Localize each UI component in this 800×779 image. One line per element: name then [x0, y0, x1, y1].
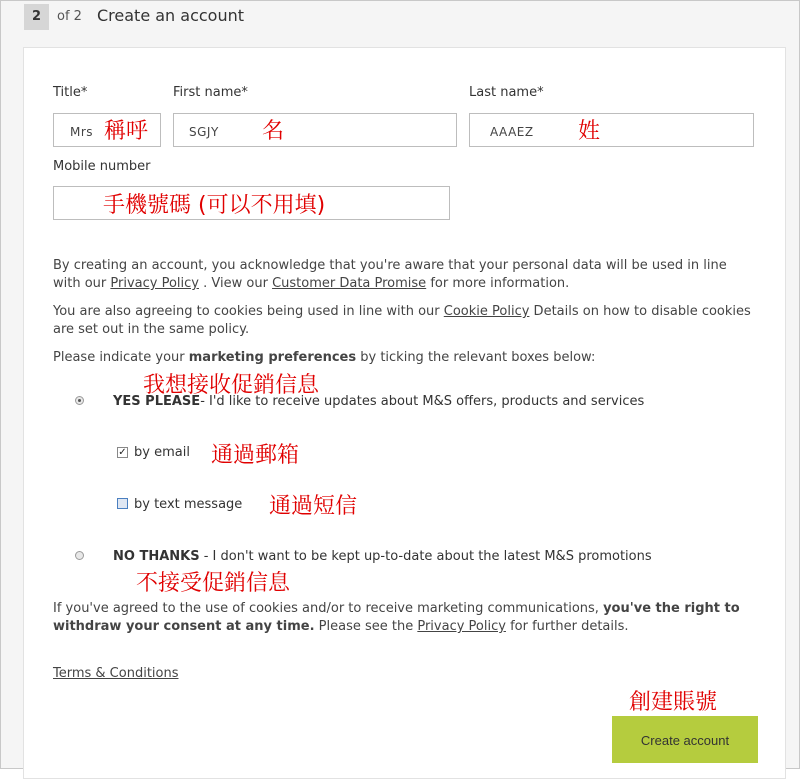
step-of-label: of 2	[57, 9, 82, 24]
email-annotation: 通過郵箱	[211, 443, 300, 468]
no-radio[interactable]	[75, 551, 84, 560]
email-checkbox[interactable]: ✓	[118, 447, 127, 458]
customer-data-promise-link[interactable]: Customer Data Promise	[272, 276, 427, 291]
terms-link[interactable]: Terms & Conditions	[53, 666, 179, 681]
step-indicator: 2	[24, 4, 49, 30]
first-name-value: SGJY	[189, 125, 219, 139]
cookie-policy-link[interactable]: Cookie Policy	[443, 304, 530, 319]
yes-option-label: YES PLEASE- I'd like to receive updates about M&S offers, products and services	[113, 394, 645, 409]
last-name-label: Last name*	[469, 85, 544, 100]
no-option-label: NO THANKS - I don't want to be kept up-to-date about the latest M&S promotions	[113, 549, 652, 564]
consent-paragraph: If you've agreed to the use of cookies and/or to receive marketing communications, you've the right to withdraw your consent at any time. Please see the Privacy Policy for further details.	[53, 601, 740, 634]
first-name-label: First name*	[173, 85, 248, 100]
mobile-label: Mobile number	[53, 159, 151, 174]
title-annotation: 稱呼	[104, 119, 149, 144]
last-name-annotation: 姓	[578, 119, 601, 144]
first-name-annotation: 名	[262, 119, 285, 144]
privacy-paragraph: By creating an account, you acknowledge that you're aware that your personal data will be used in line with our Privacy Policy . View our Customer Data Promise for more information.	[53, 258, 727, 291]
sms-checkbox[interactable]	[117, 498, 128, 509]
last-name-field[interactable]	[469, 113, 754, 147]
marketing-intro: Please indicate your marketing preferences by ticking the relevant boxes below:	[53, 350, 596, 365]
title-label: Title*	[53, 85, 88, 100]
title-value: Mrs	[70, 125, 94, 139]
email-label: by email	[134, 445, 190, 460]
create-account-button[interactable]: Create account	[612, 716, 758, 763]
page-title: Create an account	[97, 6, 245, 25]
sms-label: by text message	[134, 497, 243, 512]
sms-annotation: 通過短信	[269, 494, 358, 519]
privacy-policy-link-2[interactable]: Privacy Policy	[417, 619, 506, 634]
create-annotation: 創建賬號	[629, 690, 718, 715]
last-name-value: AAAEZ	[490, 125, 534, 139]
no-annotation: 不接受促銷信息	[136, 571, 291, 596]
yes-radio[interactable]	[75, 396, 84, 405]
mobile-annotation: 手機號碼 (可以不用填)	[103, 193, 326, 218]
privacy-policy-link[interactable]: Privacy Policy	[110, 276, 199, 291]
yes-annotation: 我想接收促銷信息	[143, 373, 320, 398]
cookie-paragraph: You are also agreeing to cookies being used in line with our Cookie Policy Details on how to disable cookies are set out in the same policy.	[53, 304, 751, 337]
first-name-field[interactable]	[173, 113, 457, 147]
